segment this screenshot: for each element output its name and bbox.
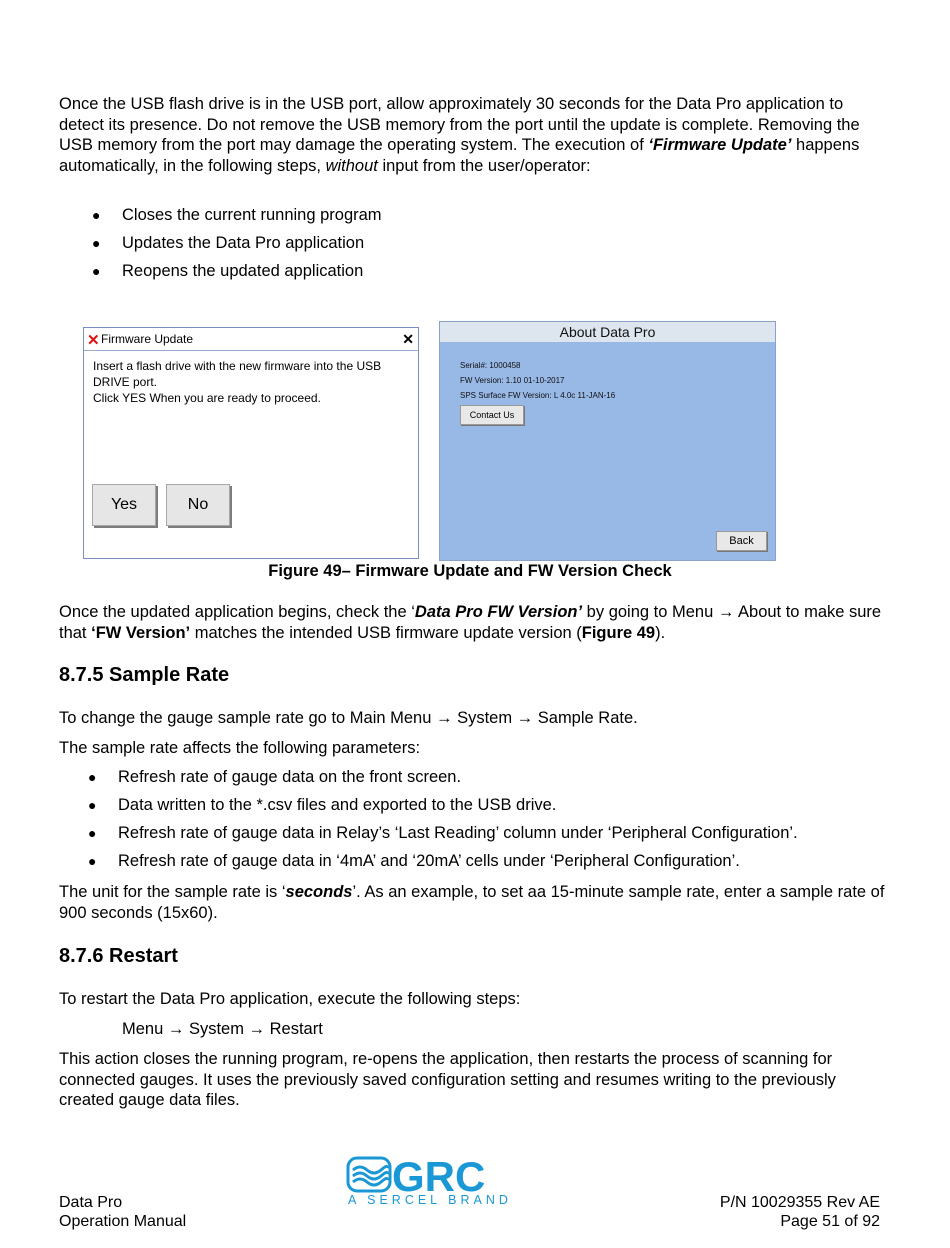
restart-intro: To restart the Data Pro application, execute the following steps: — [59, 990, 521, 1008]
yes-button: Yes — [92, 484, 156, 526]
section-heading-sample-rate — [59, 664, 229, 687]
unit-emphasis-seconds: seconds — [285, 883, 353, 901]
about-title: About Data Pro — [440, 322, 775, 342]
contact-us-button: Contact Us — [460, 405, 524, 425]
intro-text-2: happens automatically, in the following steps, — [59, 136, 860, 175]
sample-rate-unit-paragraph — [59, 882, 889, 923]
unit-text-1: The unit for the sample rate is ‘ — [59, 883, 286, 901]
section-title: Restart — [109, 945, 178, 967]
check-emphasis-fw-version: Data Pro FW Version’ — [414, 603, 583, 621]
intro-text-1: Once the USB flash drive is in the USB port, allow approximately 30 seconds for the Data Pro application to detect its presence. Do not remove the USB memory from the port until the update is complete. Removing the USB memory from the port may damage the operating system. The execution of — [59, 95, 860, 154]
section-number: 8.7.6 — [59, 945, 104, 967]
list-item-text: Refresh rate of gauge data on the front screen. — [118, 768, 462, 786]
sps-version: SPS Surface FW Version: L 4.0c 11-JAN-16 — [460, 391, 616, 400]
intro-text-3: input from the user/operator: — [377, 156, 591, 175]
check-text-3: matches the intended USB firmware update version ( — [190, 623, 582, 642]
list-item-text: Refresh rate of gauge data in Relay’s ‘Last Reading’ column under ‘Peripheral Configuration’. — [118, 824, 798, 842]
bullet-icon: ● — [88, 825, 97, 841]
fw-version: FW Version: 1.10 01-10-2017 — [460, 376, 565, 385]
figure-reference: Figure 49 — [581, 623, 656, 642]
check-strong-fw-version: ‘FW Version’ — [91, 623, 191, 642]
dialog-message-line: Click YES When you are ready to proceed. — [93, 391, 321, 405]
close-icon: ✕ — [402, 331, 414, 347]
logo-text: GRC — [392, 1155, 486, 1200]
sample-rate-path: To change the gauge sample rate go to Main Menu → System → Sample Rate. — [59, 709, 638, 727]
dialog-message-line: Insert a flash drive with the new firmware into the USB — [93, 359, 382, 373]
section-heading-restart — [59, 945, 178, 968]
dialog-message — [93, 358, 403, 406]
list-item-text: Closes the current running program — [122, 206, 382, 224]
list-item-text: Refresh rate of gauge data in ‘4mA’ and ‘20mA’ cells under ‘Peripheral Configuration’. — [118, 852, 740, 870]
intro-emphasis-without: without — [325, 156, 378, 175]
bullet-icon: ● — [88, 769, 97, 785]
intro-paragraph — [59, 94, 889, 176]
check-text-1: Once the updated application begins, check the ‘ — [59, 603, 415, 621]
dialog-title: Firmware Update — [101, 332, 194, 346]
list-item-text: Data written to the *.csv files and exported to the USB drive. — [118, 796, 557, 814]
check-text-4: ). — [655, 623, 666, 642]
check-text-2: by going to Menu → About to make sure that — [59, 603, 882, 642]
section-title: Sample Rate — [109, 664, 230, 686]
dialog-title-bar — [84, 328, 418, 351]
section-number: 8.7.5 — [59, 664, 104, 686]
footer-left — [59, 1193, 186, 1231]
bullet-icon: ● — [92, 263, 101, 279]
bullet-icon: ● — [88, 853, 97, 869]
footer-product-name: Data Pro — [59, 1194, 123, 1211]
list-item-text: Updates the Data Pro application — [122, 234, 365, 252]
check-paragraph — [59, 602, 889, 643]
firmware-update-dialog-screenshot — [83, 327, 419, 559]
no-button: No — [166, 484, 230, 526]
restart-paragraph: This action closes the running program, re-opens the application, then restarts the process of scanning for connected gauges. It uses the previously saved configuration setting and resumes writing to the previously created gauge data files. — [59, 1050, 836, 1109]
logo-subtitle: A SERCEL BRAND — [348, 1193, 512, 1207]
about-data-pro-screenshot — [439, 321, 776, 561]
unit-text-2: ’. As an example, to set aa 15-minute sample rate, enter a sample rate of 900 seconds (15x60). — [59, 883, 885, 922]
footer-doc-type: Operation Manual — [59, 1213, 187, 1230]
back-button: Back — [716, 531, 767, 551]
list-item-text: Reopens the updated application — [122, 262, 364, 280]
app-x-icon: ✕ — [87, 332, 100, 349]
footer-page-number: Page 51 of 92 — [780, 1213, 880, 1230]
footer-right — [720, 1193, 880, 1231]
bullet-icon: ● — [92, 235, 101, 251]
bullet-icon: ● — [88, 797, 97, 813]
serial-number: Serial#: 1000458 — [460, 361, 521, 370]
figure-caption: Figure 49– Firmware Update and FW Version Check — [268, 562, 672, 580]
bullet-icon: ● — [92, 207, 101, 223]
restart-path: Menu → System → Restart — [122, 1020, 323, 1038]
dialog-message-line: DRIVE port. — [93, 375, 158, 389]
sample-rate-intro: The sample rate affects the following parameters: — [59, 739, 421, 757]
footer-part-number: P/N 10029355 Rev AE — [719, 1194, 880, 1211]
intro-emphasis-firmware-update: ‘Firmware Update’ — [648, 136, 792, 154]
